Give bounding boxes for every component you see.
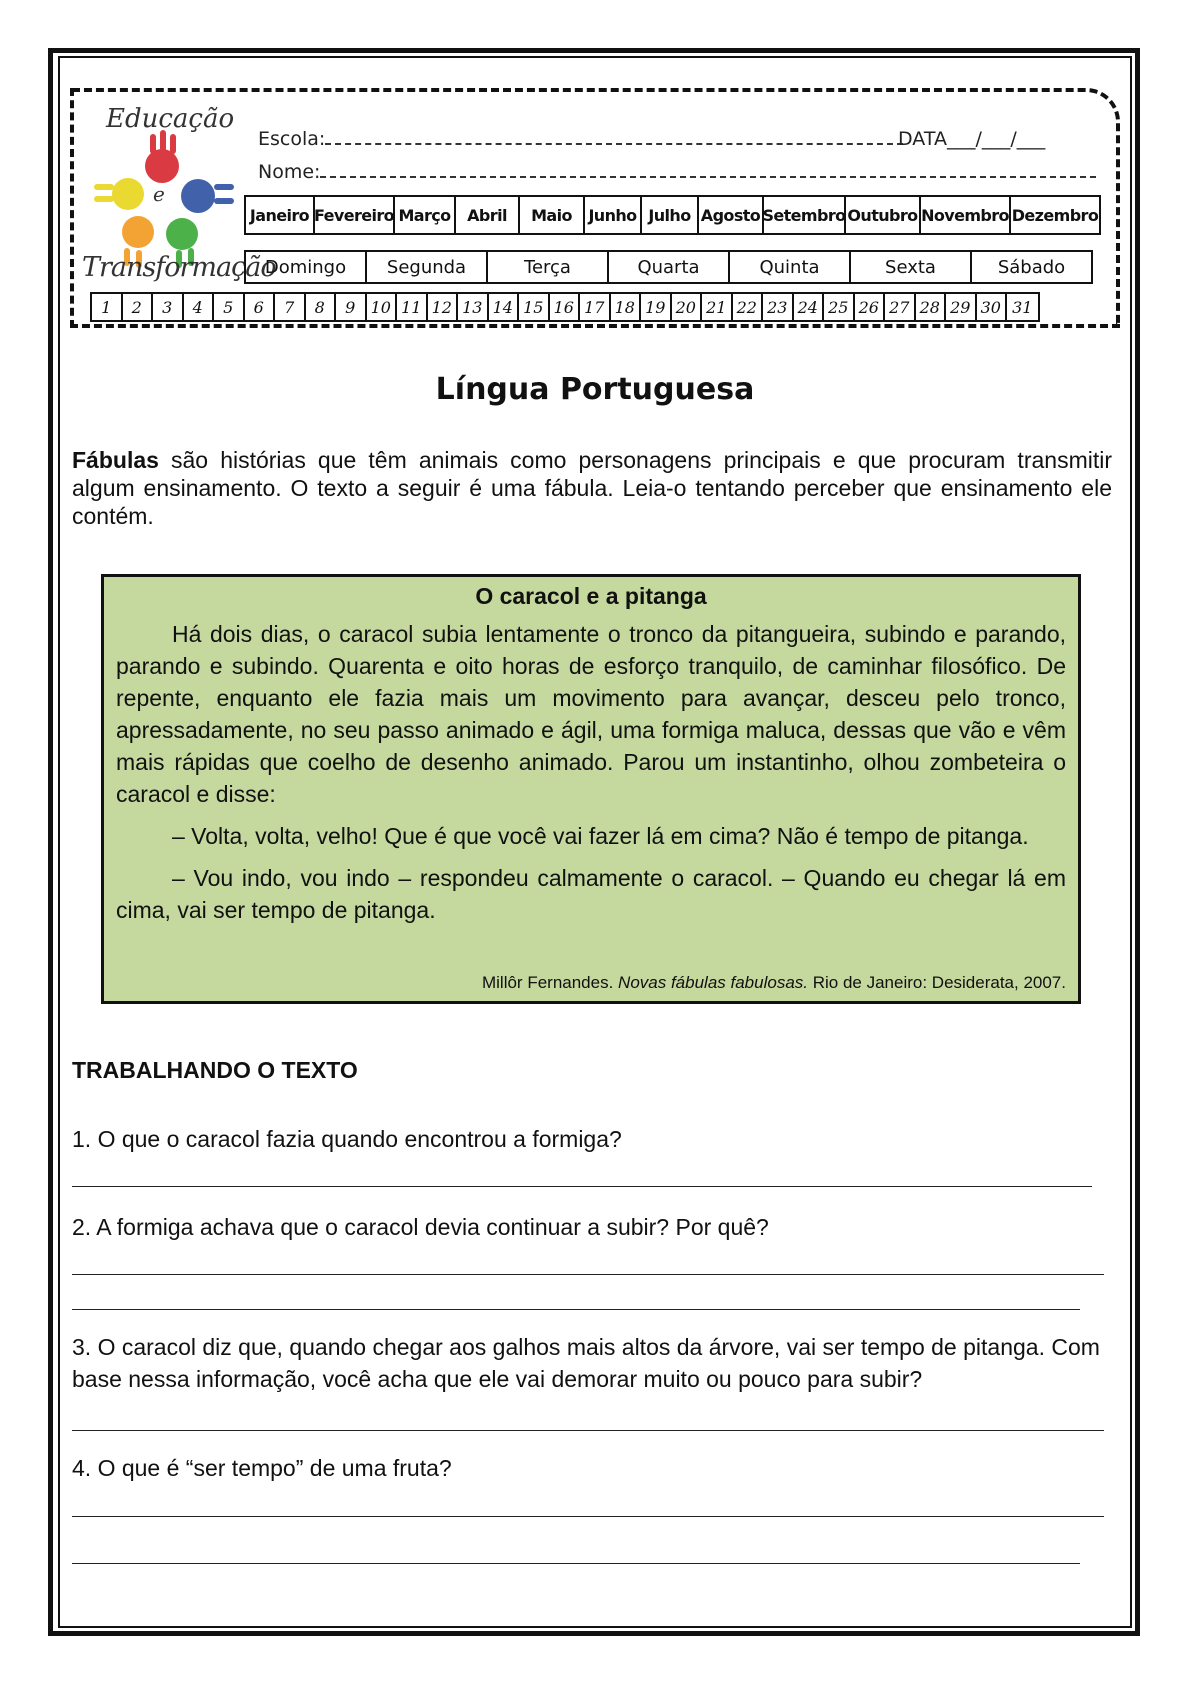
day-cell: 7 <box>275 294 306 320</box>
day-cell: 16 <box>550 294 581 320</box>
answer-line[interactable] <box>72 1186 1092 1187</box>
answer-line[interactable] <box>72 1430 1104 1431</box>
fable-source <box>482 973 1066 993</box>
source-author: Millôr Fernandes. <box>481 973 619 992</box>
day-cell: 23 <box>763 294 794 320</box>
month-cell: Julho <box>642 197 699 233</box>
month-cell: Agosto <box>699 197 764 233</box>
intro-paragraph <box>72 446 1112 530</box>
data-field[interactable] <box>898 128 1045 150</box>
weekday-cell: Domingo <box>246 252 367 282</box>
day-cell: 22 <box>733 294 764 320</box>
logo-text-middle: e <box>153 182 165 206</box>
weekdays-table <box>244 250 1093 284</box>
weekday-cell: Sábado <box>997 256 1066 278</box>
day-cell: 4 <box>184 294 215 320</box>
month-cell: Outubro <box>846 197 921 233</box>
nome-label: Nome: <box>258 161 321 183</box>
day-cell: 28 <box>916 294 947 320</box>
logo-text-top: Educação <box>106 104 235 134</box>
day-cell: 19 <box>641 294 672 320</box>
day-cell: 24 <box>794 294 825 320</box>
answer-line[interactable] <box>72 1309 1080 1310</box>
escola-label: Escola: <box>258 128 326 150</box>
day-cell: 9 <box>336 294 367 320</box>
question-1: 1. O que o caracol fazia quando encontrou a formiga? <box>72 1126 622 1152</box>
fable-box <box>101 574 1081 1004</box>
fable-paragraph: Há dois dias, o caracol subia lentamente o tronco da pitangueira, subindo e parando, parando e subindo. Quarenta e oito horas de esforço tranquilo, de caminhar filosófico. De repente, enquanto ele fazia mais um movimento para avançar, desceu pelo tronco, apressadamente, no seu passo animado e ágil, uma formiga maluca, dessas que vão e vêm mais rápidas que coelho de desenho animado. Parou um instantinho, olhou zombeteira o caracol e disse: <box>116 621 1066 807</box>
fable-title: O caracol e a pitanga <box>475 583 707 609</box>
logo-text-bottom: Transformação <box>82 252 276 283</box>
month-cell: Maio <box>520 197 585 233</box>
day-cell: 1 <box>92 294 123 320</box>
day-cell: 5 <box>214 294 245 320</box>
month-cell: Novembro <box>921 197 1011 233</box>
day-cell: 10 <box>367 294 398 320</box>
day-cell: 2 <box>123 294 154 320</box>
source-rest: Rio de Janeiro: Desiderata, 2007. <box>808 973 1066 992</box>
months-table <box>244 195 1101 235</box>
day-cell: 20 <box>672 294 703 320</box>
page-title: Língua Portuguesa <box>435 372 755 407</box>
month-cell: Junho <box>585 197 642 233</box>
nome-field[interactable] <box>258 161 1096 183</box>
answer-line[interactable] <box>72 1516 1104 1517</box>
intro-bold-term: Fábulas <box>72 447 159 473</box>
month-cell: Dezembro <box>1011 205 1099 225</box>
weekday-cell: Quarta <box>609 252 730 282</box>
day-cell: 3 <box>153 294 184 320</box>
question-4: 4. O que é “ser tempo” de uma fruta? <box>72 1455 452 1481</box>
answer-line[interactable] <box>72 1274 1104 1275</box>
fable-paragraph: – Volta, volta, velho! Que é que você vai fazer lá em cima? Não é tempo de pitanga. <box>172 823 1029 849</box>
month-cell: Março <box>395 197 456 233</box>
day-cell: 11 <box>397 294 428 320</box>
day-cell: 15 <box>519 294 550 320</box>
nome-line <box>320 162 1096 178</box>
day-cell: 25 <box>824 294 855 320</box>
weekday-cell: Quinta <box>730 252 851 282</box>
section-title: TRABALHANDO O TEXTO <box>72 1057 358 1083</box>
escola-line <box>325 129 903 145</box>
question-2: 2. A formiga achava que o caracol devia continuar a subir? Por quê? <box>72 1214 769 1240</box>
weekday-cell: Sexta <box>851 252 972 282</box>
day-cell: 6 <box>245 294 276 320</box>
day-cell: 31 <box>1012 297 1033 317</box>
day-cell: 12 <box>428 294 459 320</box>
day-cell: 13 <box>458 294 489 320</box>
month-cell: Abril <box>456 197 520 233</box>
day-cell: 26 <box>855 294 886 320</box>
month-cell: Janeiro <box>246 197 315 233</box>
month-cell: Fevereiro <box>315 197 395 233</box>
days-table <box>90 292 1040 322</box>
month-cell: Setembro <box>764 197 846 233</box>
day-cell: 18 <box>611 294 642 320</box>
weekday-cell: Segunda <box>367 252 488 282</box>
day-cell: 27 <box>885 294 916 320</box>
data-label: DATA___/___/___ <box>898 128 1046 150</box>
logo <box>80 104 276 290</box>
answer-line[interactable] <box>72 1563 1080 1564</box>
day-cell: 8 <box>306 294 337 320</box>
day-cell: 29 <box>946 294 977 320</box>
intro-text: são histórias que têm animais como personagens principais e que procuram transmitir algum ensinamento. O texto a seguir é uma fábula. Leia-o tentando perceber que ensinamento ele contém. <box>72 447 1112 529</box>
source-book: Novas fábulas fabulosas. <box>618 973 808 992</box>
day-cell: 14 <box>489 294 520 320</box>
day-cell: 30 <box>977 294 1008 320</box>
day-cell: 17 <box>580 294 611 320</box>
question-3: 3. O caracol diz que, quando chegar aos galhos mais altos da árvore, vai ser tempo de pitanga. Com base nessa informação, você acha que ele vai demorar muito ou pouco para subir? <box>72 1334 1100 1392</box>
day-cell: 21 <box>702 294 733 320</box>
fable-paragraph: – Vou indo, vou indo – respondeu calmamente o caracol. – Quando eu chegar lá em cima, vai ser tempo de pitanga. <box>116 865 1066 923</box>
escola-field[interactable] <box>258 128 903 150</box>
weekday-cell: Terça <box>488 252 609 282</box>
